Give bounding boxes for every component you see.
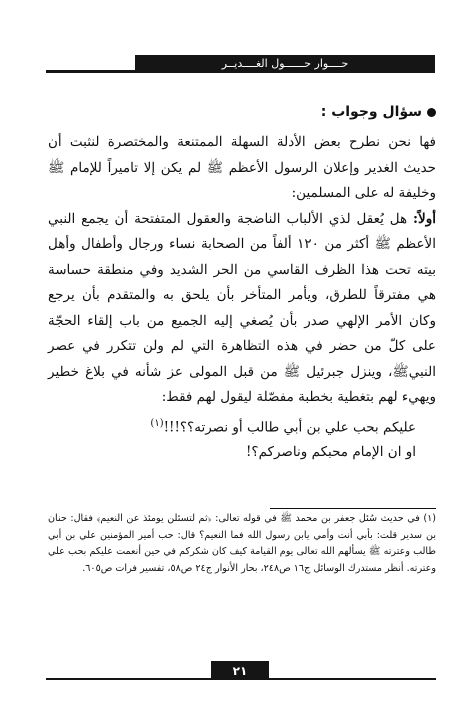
quote-line-1-text: عليكم بحب علي بن أبي طالب أو نصرته؟؟!!!	[163, 419, 416, 435]
footnote-divider	[270, 508, 436, 509]
quote-line-1	[48, 411, 416, 441]
footnote: (١) في حديث سُئل جعفر بن محمد ﷺ في قوله تعالى: ﴿ثم لتسئلن يومئذ عن النعيم﴾ فقال: حنان بن سدير قلت: بأبي أنت وأمي يابن رسول الله فما النعيم؟ قال: حب أمير المؤمنين علي بن أبي طالب وعترته ﷺ يسألهم الله تعالى يوم القيامة كيف كان شكركم في حين أنعمت عليكم بحب علي وعترته. أنظر مستدرك الوسائل ج١٦ ص٢٤٨، بحار الأنوار ج٢٤ ص٥٨، تفسير فرات ص٦٠٥.	[48, 513, 436, 574]
page-content	[48, 104, 436, 465]
section-heading	[48, 104, 436, 120]
header-rule	[46, 70, 435, 73]
section-title: سؤال وجواب :	[320, 104, 422, 120]
bullet-icon	[427, 108, 436, 117]
page-number: ٢١	[211, 661, 269, 680]
first-point-body: هل يُعقل لذي الألباب الناضجة والعقول المتفتحة أن يجمع النبي الأعظم ﷺ أكثر من ١٢٠ ألفاً من الصحابة نساء ورجال وأطفال وأهل بيته تحت هذا الظرف القاسي من الحر الشديد وفي منطقة حساسة هي مفترقاً للطرق، ويأمر المتأخر بأن يلحق به والمتقدم بأن يرجع وكان الأمر الإلهي صدر بأن يُصغي إليه الجميع من باب إلقاء الحجّة على كلّ من حضر في هذه التظاهرة التي لم ولن تتكرر في عصر النبيﷺ، وينزل جبرئيل ﷺ من قبل المولى عز شأنه في بلاغ خطير ويهيء لهم بتغطية بخطبة مفصّلة ليقول لهم فقط:	[48, 210, 436, 405]
footnote-reference: (١)	[150, 417, 164, 429]
first-point-label: أولاً:	[413, 210, 436, 227]
first-point-paragraph	[48, 207, 436, 411]
quote-line-2: او ان الإمام محبكم وناصركم؟!	[245, 444, 416, 460]
footer-rule	[46, 678, 436, 680]
intro-paragraph: فها نحن نطرح بعض الأدلة السهلة الممتنعة والمختصرة لنثبت أن حديث الغدير وإعلان الرسول الأعظم ﷺ لم يكن إلا تاميراً للإمام ﷺ وخليفة له على المسلمين:	[48, 134, 436, 201]
running-header-title: حــــوار حــــــول الغــــديــر	[221, 57, 349, 70]
